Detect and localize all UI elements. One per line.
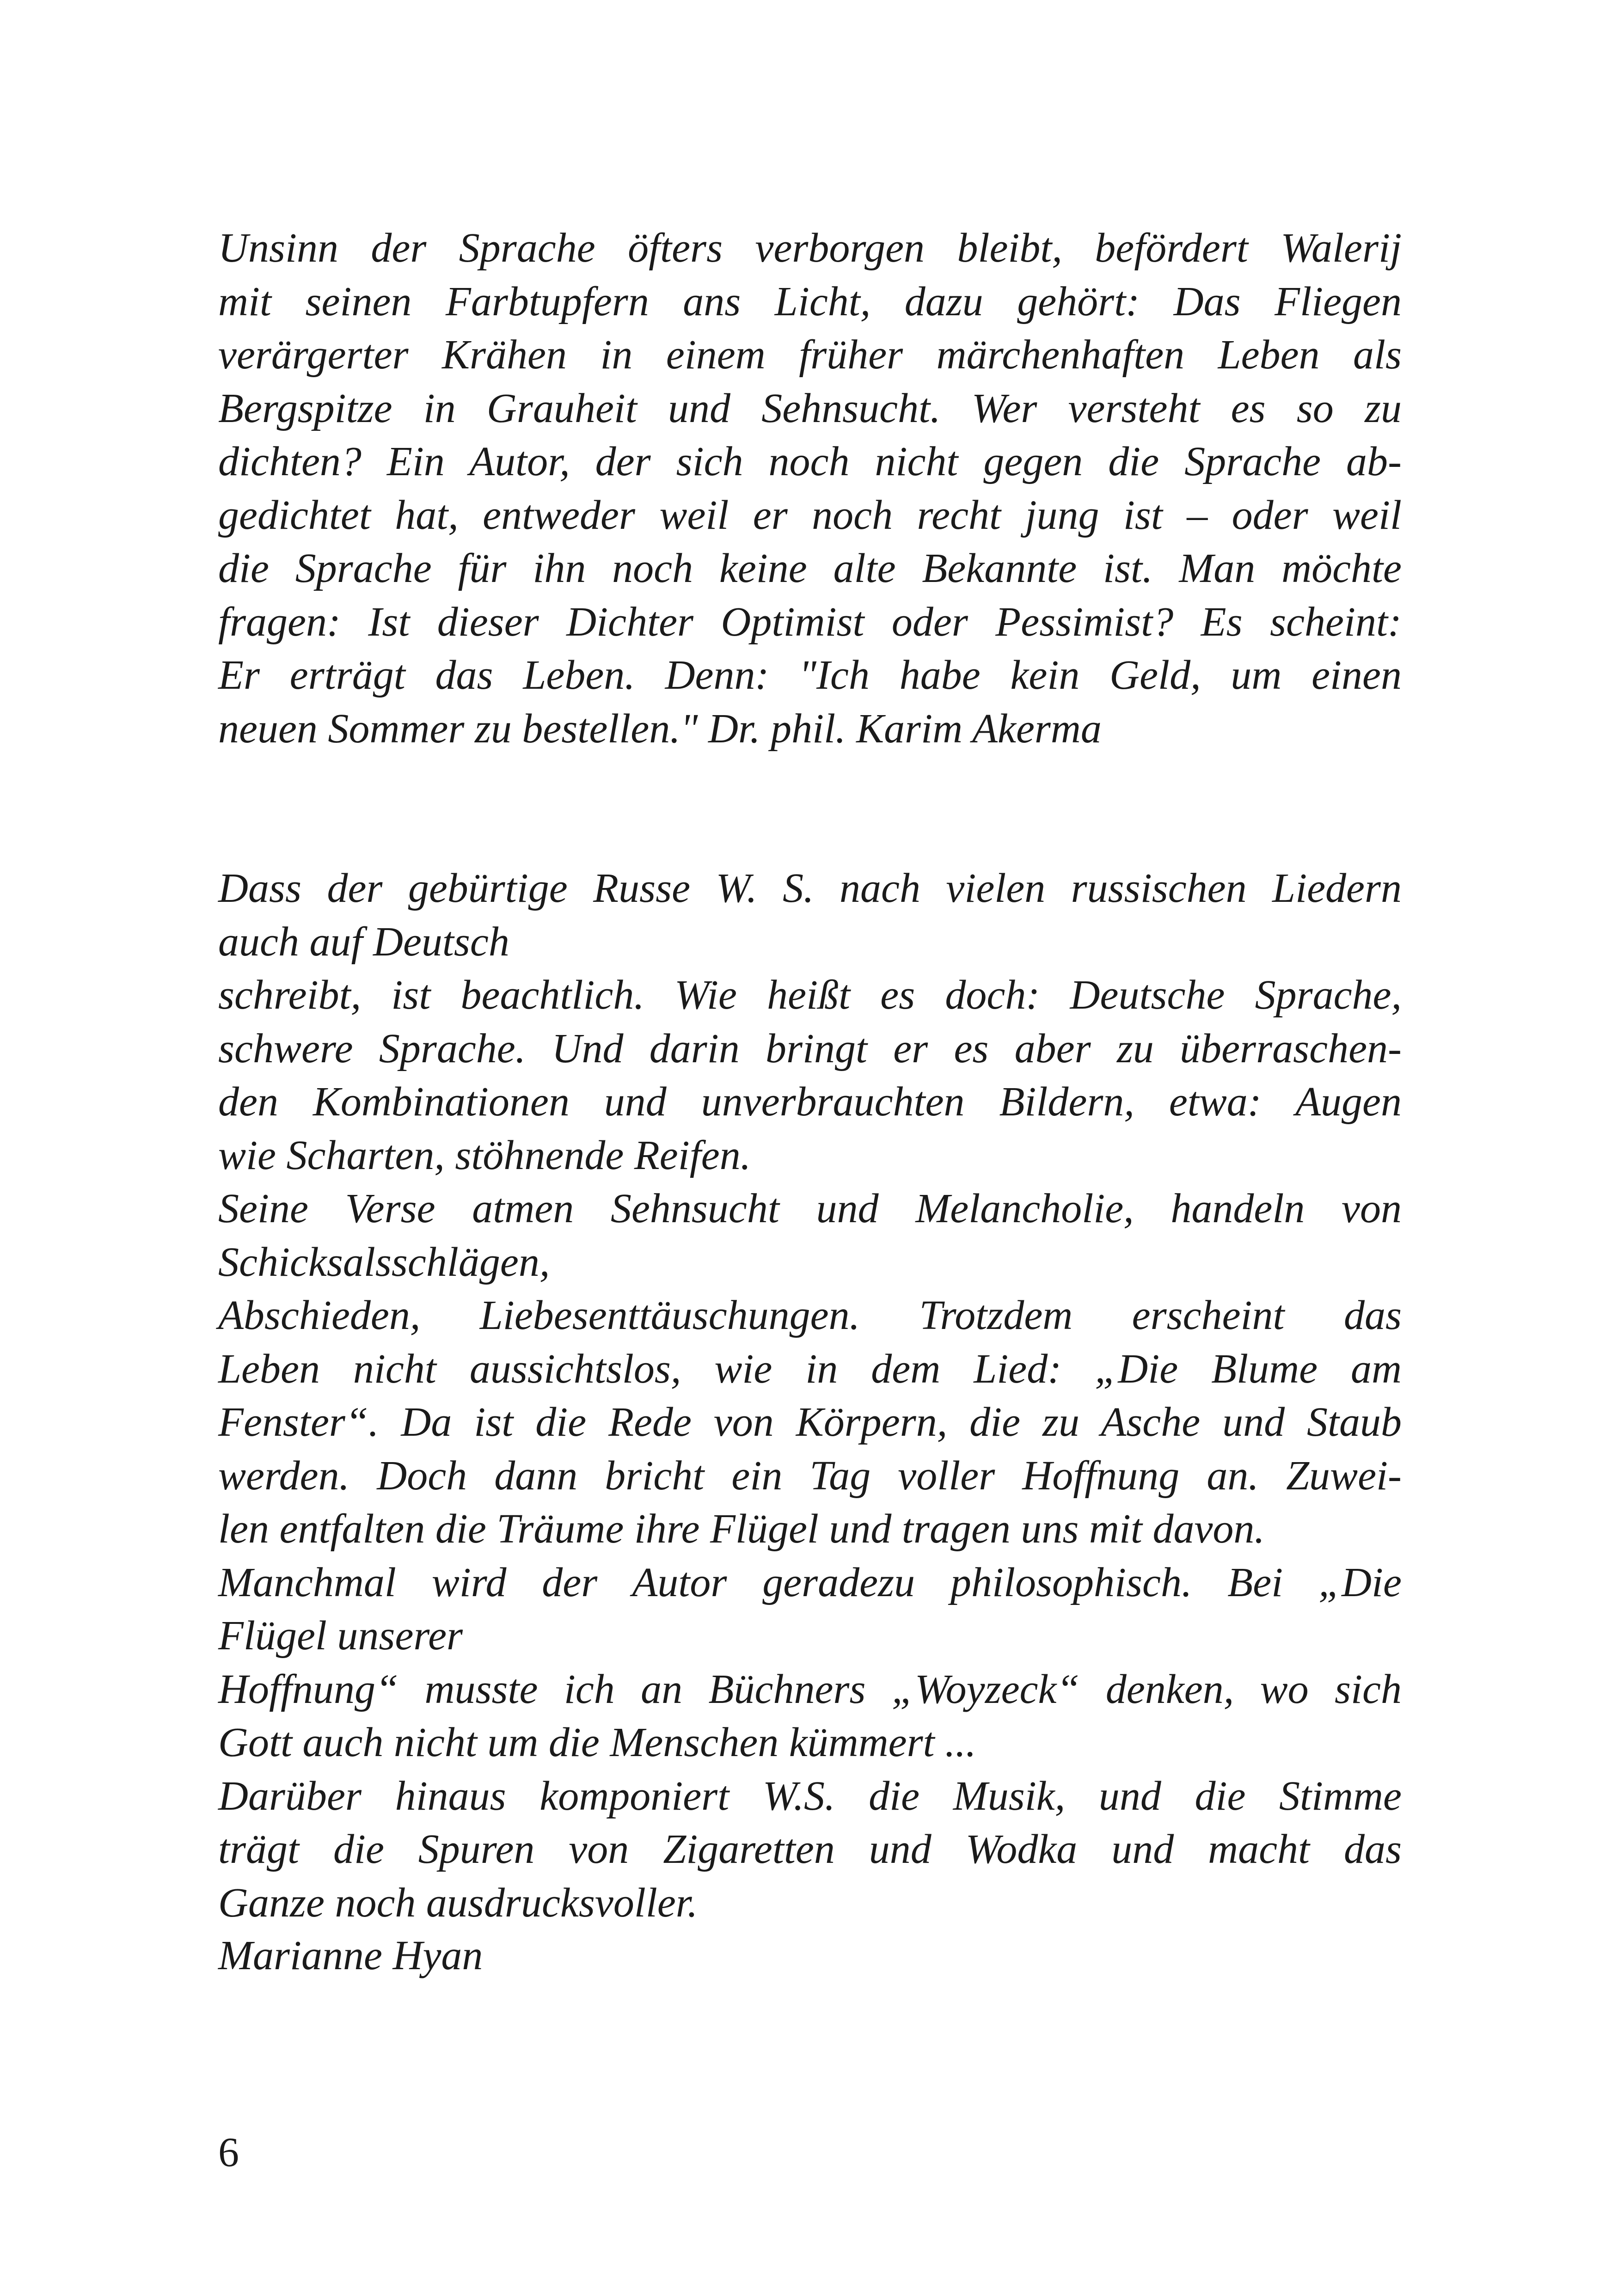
text-line: Leben nicht aussichtslos, wie in dem Lied: „Die Blume am: [218, 1346, 1402, 1392]
text-line: die Sprache für ihn noch keine alte Bekannte ist. Man möchte: [218, 545, 1402, 591]
review-paragraph-akerma: [218, 221, 1402, 755]
text-line: Bergspitze in Grauheit und Sehnsucht. Wer versteht es so zu: [218, 385, 1402, 431]
text-line: Schicksalsschlägen,: [218, 1239, 550, 1285]
text-line: Dass der gebürtige Russe W. S. nach vielen russischen Liedern: [218, 865, 1402, 911]
text-line: mit seinen Farbtupfern ans Licht, dazu gehört: Das Fliegen: [218, 278, 1402, 325]
text-line: Ganze noch ausdrucksvoller.: [218, 1880, 698, 1926]
text-line: Seine Verse atmen Sehnsucht und Melancholie, handeln von: [218, 1186, 1402, 1231]
review-paragraph-hyan: [218, 862, 1402, 1929]
text-line: Fenster“. Da ist die Rede von Körpern, die zu Asche und Staub: [218, 1399, 1402, 1445]
text-line: Abschieden, Liebesenttäuschungen. Trotzdem erscheint das: [218, 1292, 1402, 1338]
text-line: gedichtet hat, entweder weil er noch recht jung ist – oder weil: [218, 492, 1402, 538]
page-number: 6: [218, 2130, 239, 2175]
text-line: verärgerter Krähen in einem früher märchenhaften Leben als: [218, 332, 1402, 378]
text-line: fragen: Ist dieser Dichter Optimist oder Pessimist? Es scheint:: [218, 599, 1402, 645]
text-line: Darüber hinaus komponiert W.S. die Musik, und die Stimme: [218, 1773, 1402, 1819]
text-line: trägt die Spuren von Zigaretten und Wodka und macht das: [218, 1826, 1402, 1872]
text-line: dichten? Ein Autor, der sich noch nicht gegen die Sprache ab-: [218, 439, 1402, 484]
text-line: werden. Doch dann bricht ein Tag voller Hoffnung an. Zuwei-: [218, 1452, 1402, 1499]
text-line-signature: neuen Sommer zu bestellen." Dr. phil. Karim Akerma: [218, 705, 1102, 752]
author-signature: Marianne Hyan: [218, 1933, 483, 1978]
text-line: len entfalten die Träume ihre Flügel und tragen uns mit davon.: [218, 1506, 1265, 1552]
text-line: schwere Sprache. Und darin bringt er es aber zu überraschen-: [218, 1025, 1402, 1071]
text-line: Manchmal wird der Autor geradezu philosophisch. Bei „Die: [218, 1559, 1402, 1605]
text-line: Gott auch nicht um die Menschen kümmert ...: [218, 1720, 976, 1765]
text-line: schreibt, ist beachtlich. Wie heißt es doch: Deutsche Sprache,: [218, 972, 1402, 1018]
text-line: Er erträgt das Leben. Denn: "Ich habe kein Geld, um einen: [218, 652, 1402, 698]
text-line: den Kombinationen und unverbrauchten Bildern, etwa: Augen: [218, 1079, 1402, 1125]
text-line: wie Scharten, stöhnende Reifen.: [218, 1132, 751, 1178]
text-line: Flügel unserer: [218, 1613, 463, 1659]
text-line: Hoffnung“ musste ich an Büchners „Woyzeck“ denken, wo sich: [218, 1666, 1402, 1712]
text-line: auch auf Deutsch: [218, 918, 509, 965]
text-line: Unsinn der Sprache öfters verborgen bleibt, befördert Walerij: [218, 225, 1402, 271]
